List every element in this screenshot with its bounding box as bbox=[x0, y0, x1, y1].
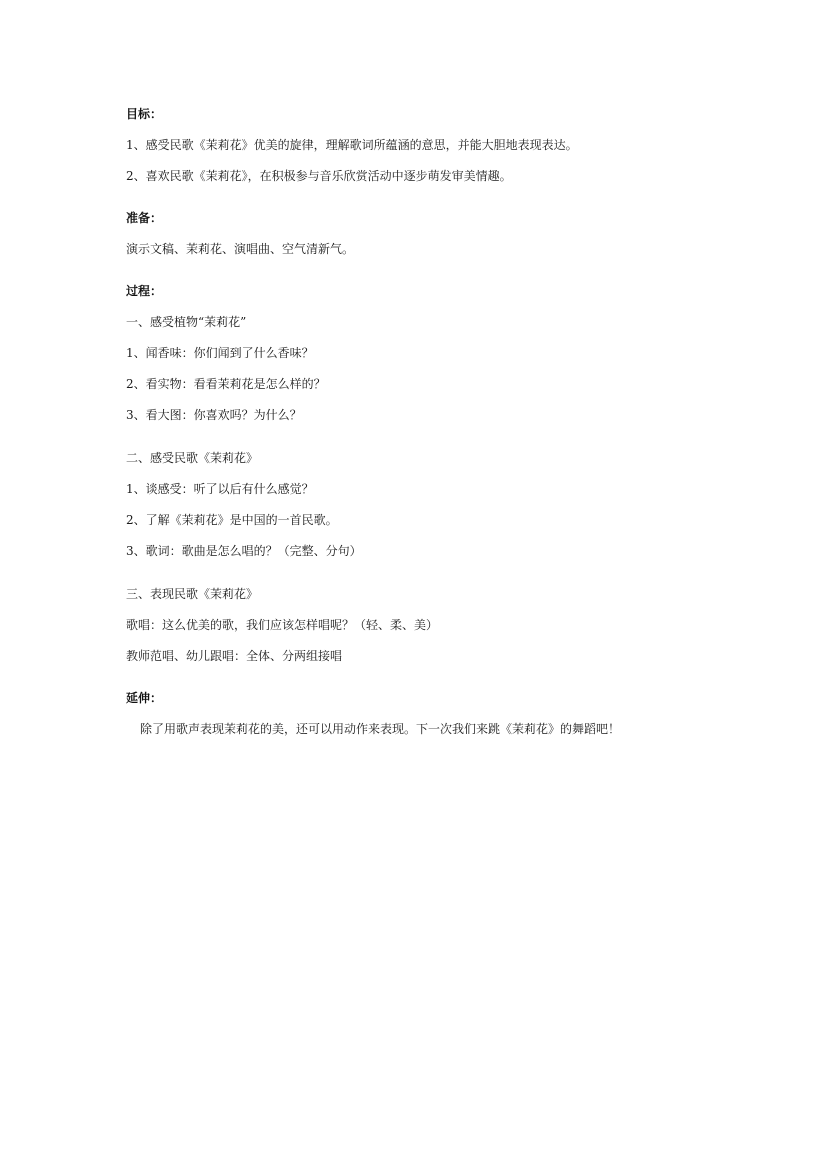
goals-section bbox=[126, 106, 746, 184]
process-heading: 过程： bbox=[126, 284, 163, 298]
preparation-section bbox=[126, 210, 746, 257]
process-part2-title: 二、感受民歌《茉莉花》 bbox=[126, 451, 259, 465]
spacer bbox=[126, 438, 746, 450]
preparation-text: 演示文稿、茉莉花、演唱曲、空气清新气。 bbox=[126, 242, 355, 256]
goals-heading: 目标： bbox=[126, 107, 163, 121]
process-part3-item-1: 歌唱：这么优美的歌，我们应该怎样唱呢？（轻、柔、美） bbox=[126, 618, 439, 632]
process-part2-item-1: 1、谈感受：听了以后有什么感觉？ bbox=[126, 482, 314, 496]
lesson-plan bbox=[126, 106, 746, 763]
goal-item-1: 1、感受民歌《茉莉花》优美的旋律，理解歌词所蕴涵的意思，并能大胆地表现表达。 bbox=[126, 138, 578, 152]
process-part1-item-2: 2、看实物：看看茉莉花是怎么样的？ bbox=[126, 377, 326, 391]
extension-section bbox=[126, 690, 746, 737]
process-part2-item-2: 2、了解《茉莉花》是中国的一首民歌。 bbox=[126, 513, 338, 527]
process-section bbox=[126, 283, 746, 664]
extension-heading: 延伸： bbox=[126, 691, 163, 705]
process-part3-item-2: 教师范唱、幼儿跟唱：全体、分两组接唱 bbox=[126, 649, 343, 663]
spacer bbox=[126, 574, 746, 586]
process-part1-item-1: 1、闻香味：你们闻到了什么香味？ bbox=[126, 346, 314, 360]
process-part1-title: 一、感受植物“茉莉花” bbox=[126, 315, 247, 329]
process-part2-item-3: 3、歌词：歌曲是怎么唱的？（完整、分句） bbox=[126, 544, 362, 558]
goal-item-2: 2、喜欢民歌《茉莉花》，在积极参与音乐欣赏活动中逐步萌发审美情趣。 bbox=[126, 169, 512, 183]
process-part3-title: 三、表现民歌《茉莉花》 bbox=[126, 587, 259, 601]
preparation-heading: 准备： bbox=[126, 211, 163, 225]
extension-text: 除了用歌声表现茉莉花的美，还可以用动作来表现。下一次我们来跳《茉莉花》的舞蹈吧！ bbox=[140, 722, 621, 736]
process-part1-item-3: 3、看大图：你喜欢吗？为什么？ bbox=[126, 408, 302, 422]
